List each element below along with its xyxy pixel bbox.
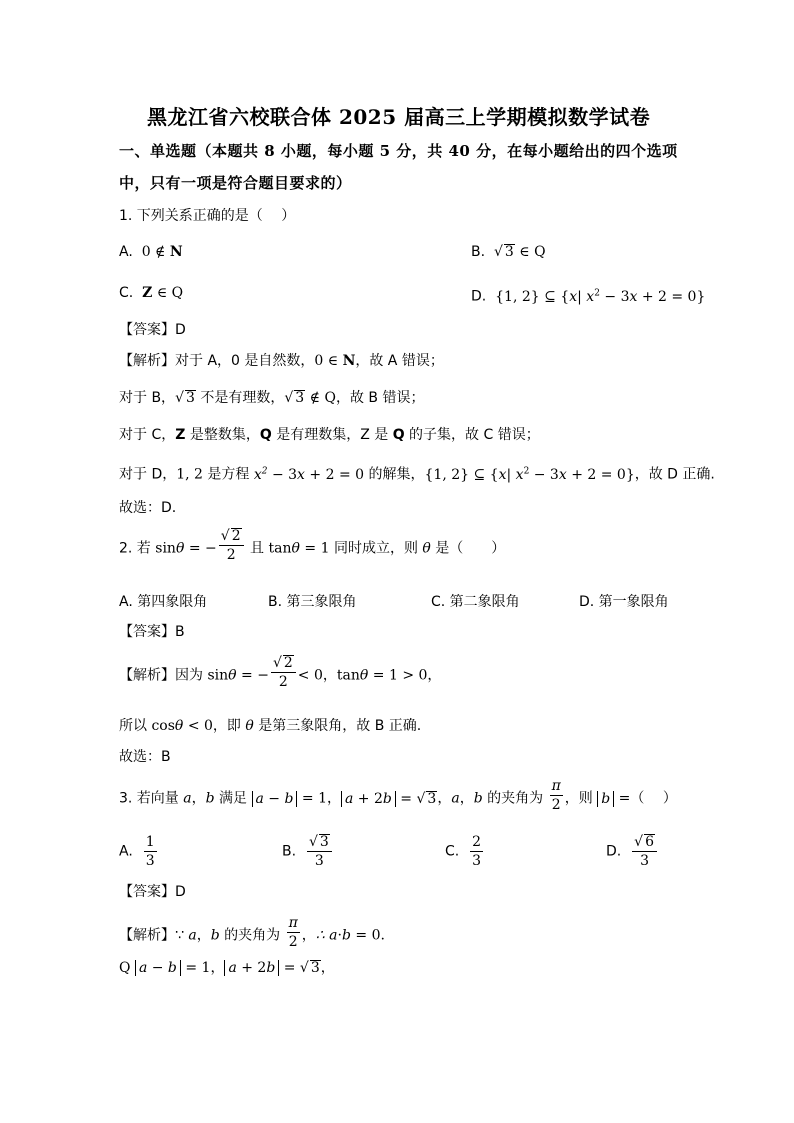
q2-option-a: A. 第四象限角 [119,594,208,610]
q1-analysis-3: 对于 C，Z 是整数集，Q 是有理数集，Z 是 Q 的子集，故 C 错误； [119,427,540,443]
q1-analysis-4: 对于 D，1, 2 是方程 $x^2 - 3x + 2 = 0$ 的解集，{1, 2} ⊆ {x| $x^2 - 3x + 2 = 0$}，故 D 正确. [119,466,715,483]
q3-analysis-2: Q a − b = 1， a + 2b = √ 3， [119,960,335,976]
q1-analysis-1: 【解析】对于 A，0 是自然数，0 ∈ N，故 A 错误； [119,353,444,369]
q1-stem: 1. 下列关系正确的是（ ） [119,208,296,224]
q1-option-a: A. 0 ∉ N [119,244,183,260]
q3-option-a: A. $\frac{1}{3}$ [119,834,155,869]
page-title: 黑龙江省六校联合体 2025 届高三上学期模拟数学试卷 [147,105,651,129]
section-heading-line2: 中，只有一项是符合题目要求的） [119,174,352,192]
q3-option-b: B. $\frac{√ 3}{3}$ [282,833,334,870]
q3-stem: 3. 若向量 a，b 满足 a − b = 1， a + 2b = √ 3，a，b 的夹角为 $\frac{\pi}{2}$ ，则 b =（ ） [119,778,677,813]
section-heading-line1: 一、单选题（本题共 8 小题，每小题 5 分，共 40 分，在每小题给出的四个选项 [119,142,678,160]
q2-analysis-3: 故选：B [119,749,171,765]
q2-option-d: D. 第一象限角 [579,594,669,610]
q2-stem: 2. 若 sinθ = − $\frac{√ 2}{2}$ 且 tanθ = 1 同时成立，则 θ 是（ ） [119,528,506,563]
q1-analysis-2: 对于 B，√ 3 不是有理数，√ 3 ∉ Q，故 B 错误； [119,390,425,406]
q1-option-b: B. √ 3 ∈ Q [471,244,546,260]
q1-option-d: D. {1, 2} ⊆ {x| $x^2 - 3x + 2 = 0$} [471,288,706,305]
q2-option-c: C. 第二象限角 [431,594,520,610]
q3-option-c: C. $\frac{2}{3}$ [445,834,482,869]
q2-analysis-2: 所以 cosθ < 0，即 θ 是第三象限角，故 B 正确. [119,718,422,734]
q3-option-d: D. $\frac{√ 6}{3}$ [606,833,659,870]
q2-option-b: B. 第三象限角 [268,594,357,610]
q3-analysis-1: 【解析】∵ a，b 的夹角为 $\frac{\pi}{2}$ ，∴ a·b = 0. [119,915,385,950]
q2-answer: 【答案】B [119,624,185,640]
q3-answer: 【答案】D [119,884,186,900]
q2-analysis-1: 【解析】因为 sinθ = − $\frac{√ 2}{2}$ < 0，tanθ = 1 > 0， [119,655,442,690]
q1-option-c: C. Z ∈ Q [119,285,184,301]
q1-analysis-5: 故选：D. [119,500,177,516]
q1-answer: 【答案】D [119,322,186,338]
